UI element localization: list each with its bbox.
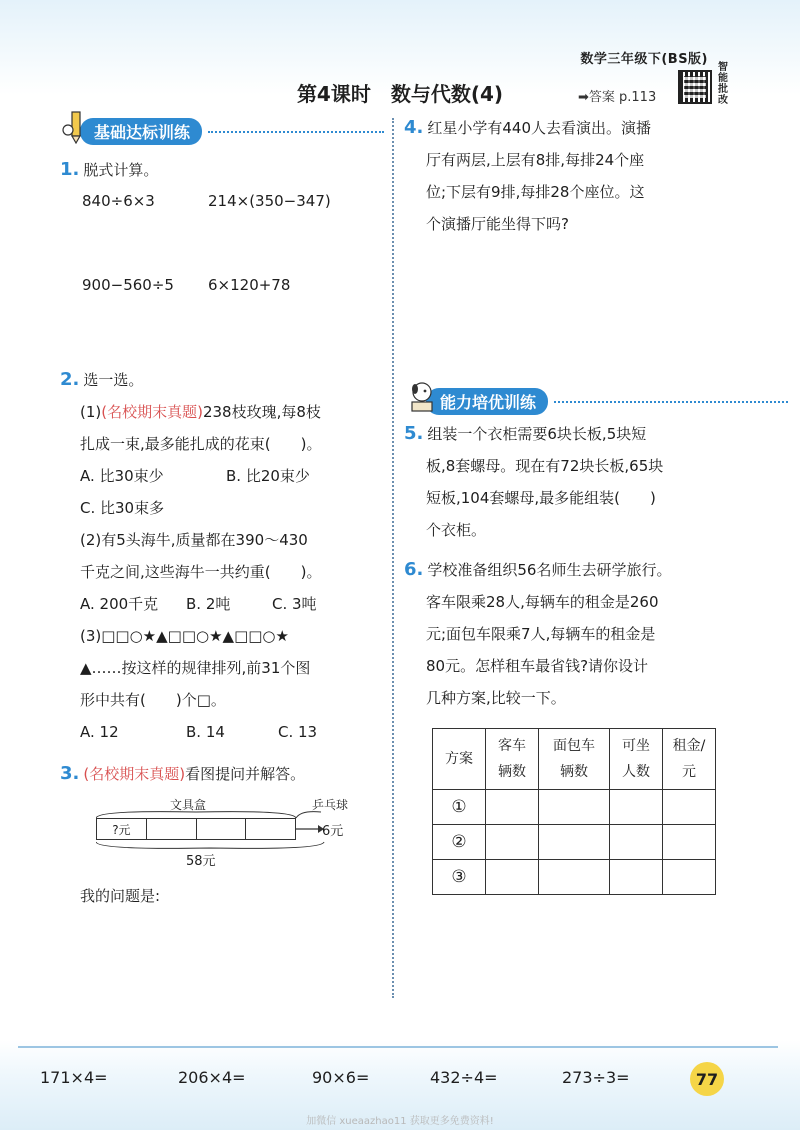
calc-item: 840÷6×3: [82, 192, 155, 210]
section-title: 能力培优训练: [426, 388, 548, 415]
option: C. 13: [278, 723, 318, 741]
question-5: 5. 组装一个衣柜需要6块长板,5块短 板,8套螺母。现在有72块长板,65块 短板,104套螺母,最多能组装( ) 个衣柜。: [404, 418, 794, 546]
label-ping-pong: 乒乓球: [312, 798, 349, 812]
page-number: 77: [690, 1062, 724, 1096]
exam-tag: (名校期末真题): [101, 403, 203, 421]
option: A. 12: [80, 723, 119, 741]
table-row: [433, 860, 716, 895]
table-header-cell: 方案: [433, 729, 486, 790]
option: C. 比30束多: [80, 499, 165, 517]
dog-reading-icon: [408, 380, 436, 414]
table-cell: ①: [433, 790, 486, 825]
question-2-body: (1)(名校期末真题)238枝玫瑰,每8枝 扎成一束,最多能扎成的花束( )。 A. 比30束少 B. 比20束少 C. 比30束多 (2)有5头海牛,质量都在390～430 千克之间,这些海牛一共约重( )。 A. 200千克 B. 2吨 C. 3吨 (3)□□○★▲□□○★▲□□○★ ▲……按这样的规律排列,前31个图 形中共有( )个□。 A. 12 B. 14 C. 13: [80, 396, 390, 748]
question-number: 6.: [404, 559, 424, 580]
answer-reference: ➡答案 p.113: [578, 90, 657, 105]
calc-item: 6×120+78: [208, 276, 291, 294]
table-header-cell: 可坐 人数: [610, 729, 663, 790]
answer-cell[interactable]: [663, 790, 716, 825]
tape-segment: ?元: [97, 819, 147, 839]
answer-cell[interactable]: [663, 825, 716, 860]
question-number: 3.: [60, 763, 80, 784]
table-header-cell: 租金/ 元: [663, 729, 716, 790]
question-3: [60, 758, 305, 790]
answer-cell[interactable]: [539, 860, 610, 895]
option: B. 比20束少: [226, 467, 310, 485]
table-cell: ②: [433, 825, 486, 860]
option: C. 3吨: [272, 595, 317, 613]
question-title: 看图提问并解答。: [185, 765, 306, 783]
book-tag: 数学三年级下(BS版): [580, 52, 708, 67]
section-title: 基础达标训练: [80, 118, 202, 145]
plan-table: [432, 728, 716, 895]
option: A. 比30束少: [80, 467, 164, 485]
footer-line: [18, 1046, 778, 1048]
question-number: 2.: [60, 369, 80, 390]
option: B. 2吨: [186, 595, 231, 613]
calc-item: 900−560÷5: [82, 276, 174, 294]
question-4: 4. 红星小学有440人去看演出。演播 厅有两层,上层有8排,每排24个座 位;下层有9排,每排28个座位。这 个演播厅能坐得下吗?: [404, 112, 794, 240]
tape-diagram: [96, 818, 296, 840]
banner-dots: [208, 131, 384, 133]
answer-cell[interactable]: [610, 825, 663, 860]
oral-calc: 273÷3=: [562, 1068, 630, 1087]
qr-caption: 智能批改: [718, 62, 728, 106]
answer-cell[interactable]: [486, 825, 539, 860]
question-number: 5.: [404, 423, 424, 444]
question-number: 1.: [60, 159, 80, 180]
answer-cell[interactable]: [610, 860, 663, 895]
pencil-icon: [62, 110, 90, 144]
tape-segment: [197, 819, 247, 839]
oral-calc: 432÷4=: [430, 1068, 498, 1087]
oral-calc: 90×6=: [312, 1068, 370, 1087]
answer-cell[interactable]: [663, 860, 716, 895]
tape-segment: [147, 819, 197, 839]
lesson-title: 第4课时 数与代数(4): [296, 82, 504, 106]
option: B. 14: [186, 723, 225, 741]
answer-cell[interactable]: [539, 790, 610, 825]
table-row: [433, 790, 716, 825]
question-number: 4.: [404, 117, 424, 138]
answer-cell[interactable]: [539, 825, 610, 860]
option: A. 200千克: [80, 595, 159, 613]
answer-cell[interactable]: [486, 860, 539, 895]
label-pencil-box: 文具盒: [170, 798, 207, 812]
table-row: [433, 825, 716, 860]
column-divider: [392, 118, 394, 998]
table-header-cell: 客车 辆数: [486, 729, 539, 790]
calc-item: 214×(350−347): [208, 192, 331, 210]
total-price: 58元: [186, 854, 216, 869]
table-header-cell: 面包车 辆数: [539, 729, 610, 790]
ball-price: 6元: [322, 824, 344, 839]
watermark: 加微信 xueaazhao11 获取更多免费资料!: [306, 1116, 494, 1127]
section-banner-basic: [62, 118, 384, 144]
question-1: [60, 154, 158, 186]
question-2: [60, 364, 143, 396]
table-cell: ③: [433, 860, 486, 895]
table-header-row: [433, 729, 716, 790]
oral-calc: 171×4=: [40, 1068, 108, 1087]
my-question-label: 我的问题是:: [80, 887, 161, 905]
oral-calc: 206×4=: [178, 1068, 246, 1087]
answer-cell[interactable]: [610, 790, 663, 825]
question-title: 选一选。: [83, 371, 144, 389]
exam-tag: (名校期末真题): [83, 765, 186, 783]
question-6: 6. 学校准备组织56名师生去研学旅行。 客车限乘28人,每辆车的租金是260 元;面包车限乘7人,每辆车的租金是 80元。怎样租车最省钱?请你设计 几种方案,比较一下。: [404, 554, 794, 714]
tape-segment: [246, 819, 295, 839]
section-banner-advanced: [408, 388, 788, 414]
banner-dots: [554, 401, 788, 403]
question-title: 脱式计算。: [83, 161, 159, 179]
answer-cell[interactable]: [486, 790, 539, 825]
